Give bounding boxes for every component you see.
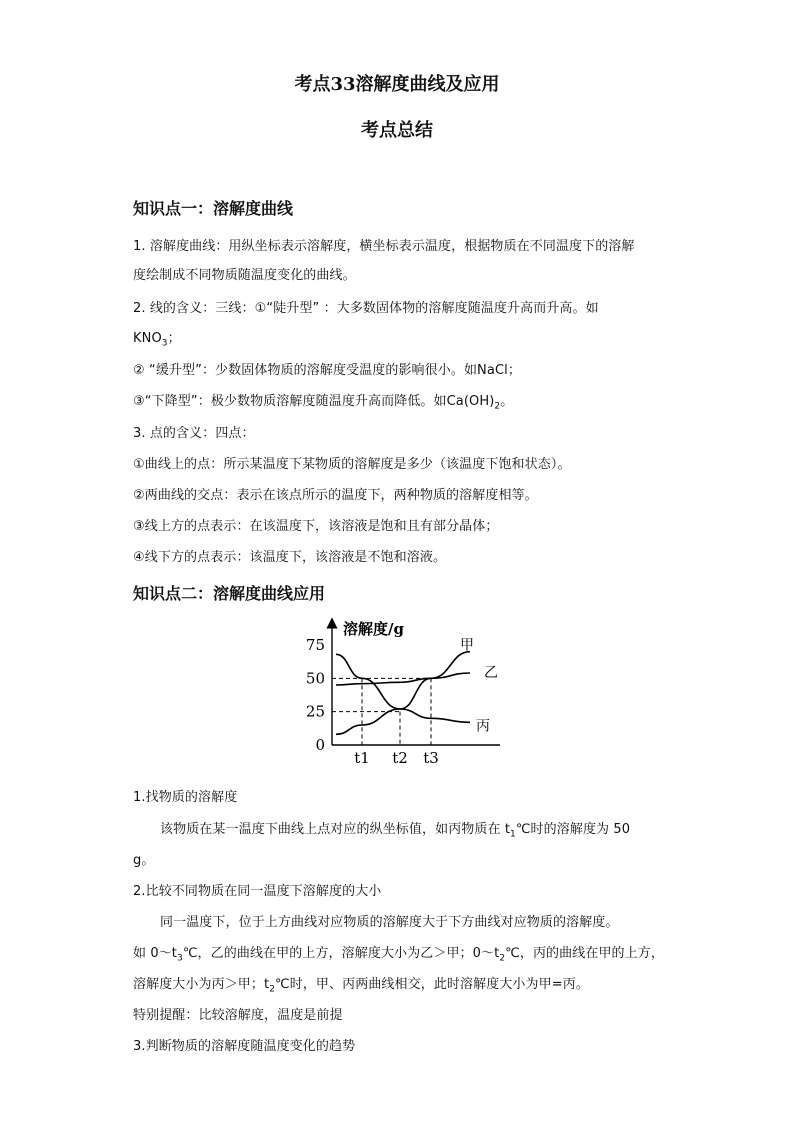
y-tick-label: 75 — [305, 636, 325, 654]
paragraph: 1. 溶解度曲线：用纵坐标表示溶解度，横坐标表示温度，根据物质在不同温度下的溶解 — [133, 239, 635, 254]
subsection-title: 2.比较不同物质在同一温度下溶解度的大小 — [133, 884, 382, 899]
series-label: 甲 — [460, 637, 474, 654]
page-subtitle: 考点总结 — [361, 120, 433, 141]
x-tick-label: t1 — [354, 749, 370, 767]
x-tick-label: t3 — [423, 749, 439, 767]
paragraph: 度绘制成不同物质随温度变化的曲线。 — [133, 268, 356, 283]
paragraph: 该物质在某一温度下曲线上点对应的纵坐标值，如丙物质在 $t_1℃$时的溶解度为 50 — [160, 822, 631, 840]
paragraph: ③线上方的点表示：在该温度下，该溶液是饱和且有部分晶体； — [133, 519, 499, 534]
series-line-0 — [336, 652, 470, 735]
paragraph: g。 — [133, 853, 155, 868]
y-tick-label: 0 — [315, 736, 325, 754]
tip: 特别提醒：比较溶解度，温度是前提 — [133, 1008, 343, 1023]
paragraph: 同一温度下，位于上方曲线对应物质的溶解度大于下方曲线对应物质的溶解度。 — [160, 915, 619, 930]
paragraph: ③“下降型”：极少数物质溶解度随温度升高而降低。如$Ca(OH)_2$。 — [133, 394, 514, 412]
series-label: 丙 — [476, 718, 490, 735]
subsection-title: 3.判断物质的溶解度随温度变化的趋势 — [133, 1039, 356, 1054]
series-label: 乙 — [484, 665, 498, 681]
paragraph: 如 $0\sim t_3℃$，乙的曲线在甲的上方，溶解度大小为乙＞甲；$0\sim t_2℃$，丙的曲线在甲的上方， — [133, 946, 664, 964]
paragraph: ①曲线上的点：所示某温度下某物质的溶解度是多少（该温度下饱和状态）。 — [133, 457, 571, 472]
section1-heading: 知识点一：溶解度曲线 — [133, 199, 294, 218]
page-title: 考点33溶解度曲线及应用 — [294, 74, 500, 95]
series-line-1 — [336, 673, 470, 685]
y-tick-label: 50 — [305, 669, 325, 688]
paragraph: 3. 点的含义：四点： — [133, 426, 255, 441]
y-tick-label: 25 — [305, 702, 325, 721]
paragraph: ②两曲线的交点：表示在该点所示的温度下，两种物质的溶解度相等。 — [133, 488, 538, 503]
paragraph: 溶解度大小为丙＞甲；$t_2℃$时，甲、丙两曲线相交，此时溶解度大小为甲=丙。 — [133, 977, 589, 995]
paragraph: 2. 线的含义：三线：①“陡升型” ：大多数固体物的溶解度随温度升高而升高。如 — [133, 301, 599, 316]
solubility-chart — [305, 617, 505, 769]
paragraph: ④线下方的点表示：该温度下，该溶液是不饱和溶液。 — [133, 550, 447, 565]
x-tick-label: t2 — [392, 749, 408, 767]
y-axis-label: 溶解度/g — [343, 620, 404, 638]
paragraph: $KNO_3$； — [133, 331, 181, 349]
paragraph: ② “缓升型”：少数固体物质的溶解度受温度的影响很小。如NaCl； — [133, 363, 521, 378]
section2-heading: 知识点二：溶解度曲线应用 — [133, 584, 326, 603]
subsection-title: 1.找物质的溶解度 — [133, 790, 238, 805]
